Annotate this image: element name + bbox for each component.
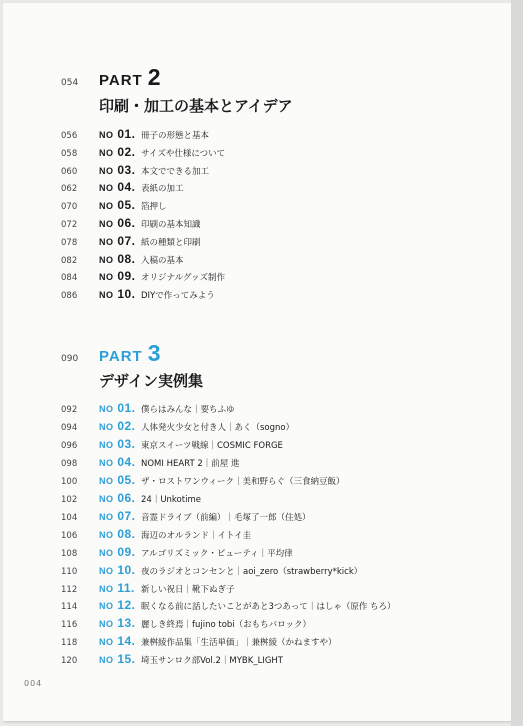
entry-no-digits: 03. [113, 436, 136, 451]
entry-no-digits: 06. [113, 216, 136, 230]
entry-no-label: NO [99, 493, 114, 504]
entry-no-label: NO [99, 130, 114, 140]
entry-number [99, 127, 141, 141]
toc-entry [61, 616, 311, 632]
entry-page-number: 114 [61, 602, 78, 613]
toc-entry [61, 652, 283, 668]
entry-number [99, 198, 141, 212]
entry-no-label: NO [99, 254, 114, 265]
entry-number [99, 401, 141, 415]
toc-entry [61, 401, 235, 417]
toc-entry [61, 269, 225, 285]
toc-entry [61, 127, 209, 143]
entry-number [99, 287, 141, 301]
toc-entry [61, 145, 225, 161]
entry-no-label: NO [99, 601, 114, 612]
entry-number [99, 527, 141, 541]
toc-entry [61, 634, 337, 650]
toc-entry [61, 180, 184, 196]
entry-no-label: NO [99, 439, 114, 450]
part-2-title: 印刷・加工の基本とアイデア [99, 97, 293, 115]
entry-no-label: NO [99, 165, 114, 176]
entry-page-number: 058 [61, 148, 78, 159]
entry-title: 冊子の形態と基本 [141, 131, 210, 141]
entry-no-label: NO [99, 655, 114, 666]
entry-no-label: NO [99, 511, 114, 522]
entry-title: ザ・ロストワンウィーク｜美和野らぐ（三食納豆飯） [141, 476, 345, 487]
entry-no-digits: 01. [113, 401, 136, 415]
entry-title: オリジナルグッズ制作 [141, 273, 225, 284]
entry-no-digits: 01. [113, 127, 136, 141]
entry-no-digits: 06. [113, 490, 136, 505]
toc-entry [61, 163, 209, 179]
entry-number [99, 252, 141, 266]
entry-no-label: NO [99, 457, 114, 468]
entry-no-label: NO [99, 183, 114, 194]
entry-no-label: NO [99, 404, 114, 414]
entry-number [99, 145, 141, 159]
part-3-heading [61, 340, 161, 367]
entry-no-digits: 09. [113, 544, 136, 559]
toc-entry [61, 563, 362, 579]
entry-page-number: 100 [61, 476, 78, 487]
part-number: 2 [147, 64, 161, 90]
toc-entry [61, 287, 215, 303]
toc-entry [61, 419, 294, 435]
part-page-number: 090 [61, 354, 79, 364]
entry-page-number: 086 [61, 291, 78, 302]
entry-page-number: 098 [61, 458, 78, 469]
entry-no-label: NO [99, 565, 114, 576]
entry-page-number: 108 [61, 548, 78, 559]
entry-no-label: NO [99, 421, 114, 432]
entry-number [99, 581, 141, 595]
entry-title: 夜のラジオとコンセンと｜aoi_zero（strawberry*kick） [141, 566, 363, 577]
entry-no-digits: 02. [113, 418, 136, 433]
part-3-title: デザイン実例集 [99, 372, 203, 390]
entry-no-label: NO [99, 201, 114, 212]
entry-title: 麗しき終焉｜fujino tobi（おもちバロック） [141, 620, 312, 631]
entry-no-digits: 15. [113, 652, 136, 667]
part-page-number: 054 [61, 78, 79, 88]
entry-title: 僕らはみんな｜要ちふゆ [141, 405, 235, 415]
entry-no-label: NO [99, 547, 114, 558]
entry-title: NOMI HEART 2｜前屋 進 [141, 458, 240, 469]
entry-page-number: 092 [61, 405, 78, 415]
entry-title: 東京スイーツ戦線｜COSMIC FORGE [141, 440, 283, 451]
entry-no-label: NO [99, 637, 114, 648]
entry-no-digits: 05. [113, 472, 136, 487]
part-label: PART [99, 72, 143, 89]
entry-number [99, 455, 141, 469]
entry-title: 箔押し [141, 202, 167, 213]
page-edge [511, 0, 523, 726]
toc-entry [61, 216, 201, 232]
entry-no-label: NO [99, 619, 114, 630]
entry-title: 入稿の基本 [141, 255, 184, 266]
entry-no-digits: 03. [113, 162, 136, 177]
entry-number [99, 163, 141, 177]
entry-title: DIYで作ってみよう [141, 291, 215, 302]
toc-entry [61, 491, 201, 507]
entry-number [99, 437, 141, 451]
entry-no-digits: 14. [113, 634, 136, 649]
entry-no-digits: 05. [113, 198, 136, 213]
entry-number [99, 616, 141, 630]
entry-title: アルゴリズミック・ビューティ｜平均律 [141, 548, 293, 559]
entry-number [99, 563, 141, 577]
entry-page-number: 118 [61, 638, 78, 649]
entry-title: 表紙の加工 [141, 184, 184, 195]
entry-title: 埼玉サンロク部Vol.2｜MYBK_LIGHT [141, 656, 283, 667]
entry-page-number: 110 [61, 566, 78, 577]
entry-number [99, 473, 141, 487]
entry-title: 新しい祝日｜靴下ぬぎ子 [141, 584, 235, 595]
entry-no-digits: 10. [113, 562, 136, 577]
entry-page-number: 104 [61, 512, 78, 523]
toc-entry [61, 545, 293, 561]
entry-page-number: 116 [61, 620, 78, 631]
entry-no-label: NO [99, 219, 114, 229]
entry-number [99, 216, 141, 230]
entry-title: 印刷の基本知識 [141, 220, 201, 230]
entry-no-digits: 11. [113, 580, 135, 595]
entry-title: 音霊ドライブ（前編）｜毛塚了一郎（住処） [141, 512, 311, 523]
toc-entry [61, 581, 235, 597]
entry-no-label: NO [99, 290, 114, 301]
part-number: 3 [147, 340, 161, 366]
entry-number [99, 598, 141, 612]
entry-no-digits: 13. [113, 616, 136, 631]
toc-entry [61, 473, 345, 489]
part-2-heading [61, 64, 161, 91]
entry-page-number: 084 [61, 273, 78, 284]
entry-title: 海辺のオルランド｜イトイ圭 [141, 530, 252, 541]
entry-title: 紙の種類と印刷 [141, 237, 201, 248]
entry-page-number: 096 [61, 440, 78, 451]
entry-number [99, 509, 141, 523]
entry-title: 24｜Unkotime [141, 494, 201, 505]
entry-no-label: NO [99, 147, 114, 158]
entry-no-digits: 12. [113, 598, 136, 613]
part-label: PART [99, 348, 143, 365]
entry-number [99, 652, 141, 666]
entry-title: サイズや仕様について [141, 148, 226, 159]
entry-page-number: 060 [61, 166, 78, 177]
entry-page-number: 072 [61, 220, 78, 230]
toc-entry [61, 455, 239, 471]
entry-number [99, 234, 141, 248]
toc-entry [61, 509, 311, 525]
entry-no-digits: 08. [113, 526, 136, 541]
entry-title: 眠くなる前に話したいことがあと3つあって｜はしゃ（原作 ちろ） [141, 602, 396, 613]
entry-no-digits: 07. [113, 508, 136, 523]
entry-title: 兼桝綾作品集「生活単価」｜兼桝綾（かねますや） [141, 638, 337, 649]
entry-page-number: 106 [61, 530, 78, 541]
entry-page-number: 102 [61, 494, 78, 505]
entry-page-number: 094 [61, 422, 78, 433]
toc-entry [61, 598, 396, 614]
folio: 004 [24, 679, 43, 688]
entry-number [99, 634, 141, 648]
entry-no-label: NO [99, 236, 114, 247]
entry-number [99, 419, 141, 433]
entry-no-label: NO [99, 583, 114, 594]
entry-number [99, 545, 141, 559]
entry-no-digits: 02. [113, 144, 136, 159]
entry-title: 本文でできる加工 [141, 166, 210, 177]
entry-page-number: 120 [61, 656, 78, 667]
toc-entry [61, 527, 251, 543]
entry-no-label: NO [99, 272, 114, 283]
entry-page-number: 070 [61, 202, 78, 213]
toc-entry [61, 437, 283, 453]
entry-no-digits: 08. [113, 251, 136, 266]
toc-entry [61, 198, 167, 214]
entry-no-digits: 09. [113, 269, 136, 284]
entry-number [99, 269, 141, 283]
entry-no-digits: 10. [113, 287, 136, 302]
entry-page-number: 078 [61, 237, 78, 248]
entry-no-digits: 04. [113, 180, 136, 195]
entry-title: 人体発火少女と付き人｜あく（sogno） [141, 422, 295, 433]
toc-entry [61, 234, 201, 250]
entry-no-digits: 04. [113, 454, 136, 469]
entry-no-label: NO [99, 529, 114, 540]
toc-entry [61, 252, 184, 268]
entry-page-number: 112 [61, 584, 78, 595]
entry-number [99, 491, 141, 505]
entry-no-digits: 07. [113, 233, 136, 248]
entry-page-number: 056 [61, 131, 78, 141]
entry-number [99, 180, 141, 194]
entry-page-number: 062 [61, 184, 78, 195]
entry-page-number: 082 [61, 255, 78, 266]
entry-no-label: NO [99, 475, 114, 486]
